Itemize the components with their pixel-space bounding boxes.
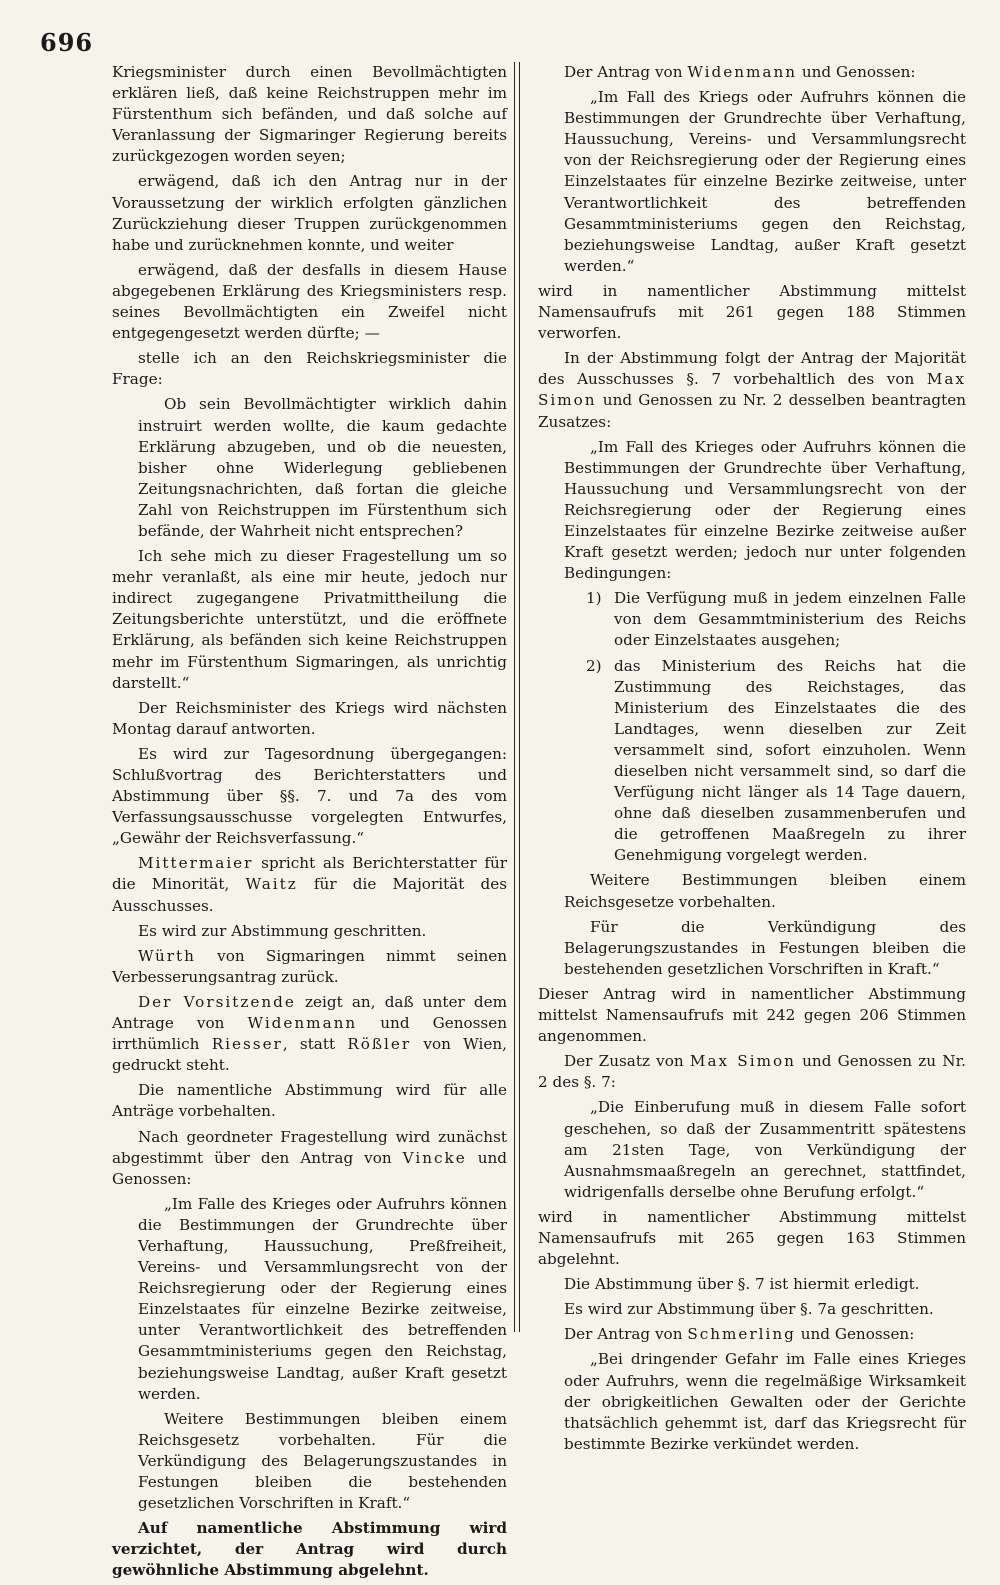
item-number: 1) [586,589,602,608]
paragraph: Es wird zur Tagesordnung übergegangen: Schlußvortrag des Berichterstatters und Abstimmung über §§. 7. und 7a des vom Verfassungsausschusse vorgelegten Entwurfes, „Gewähr der Reichsverfassung.“ [112,744,507,848]
paragraph: Es wird zur Abstimmung über §. 7a geschritten. [564,1300,934,1319]
quoted-motion: „Die Einberufung muß in diesem Falle sofort geschehen, so daß der Zusammentritt spätestens am 21sten Tage, von Verkündigung der Ausnahmsmaaßregeln an gerechnet, stattfindet, widrigenfalls derselbe ohne Berufung erfolgt.“ [564,1098,966,1201]
speaker-name: Widenmann [687,63,798,81]
paragraph: Der Zusatz von Max Simon und Genossen zu Nr. 2 des §. 7: [538,1052,966,1092]
speaker-name: Vincke [402,1148,467,1167]
item-number: 2) [586,656,602,675]
item-text: das Ministerium des Reichs hat die Zustimmung des Reichstages, das Ministerium des Einzelstaates die des Landtages, wenn dieselben zur Zeit versammelt sind, sofort einzuholen. Wenn dieselben nicht versammelt sind, so darf die Verfügung nicht länger als 14 Tage dauern, ohne daß dieselben zusammenberufen und die getroffenen Maaßregeln zu ihrer Genehmigung vorgelegt werden. [614,656,966,865]
speaker-name: Widenmann [247,1014,358,1033]
paragraph: Mittermaier spricht als Berichterstatter für die Minorität, Waitz für die Majorität des Ausschusses. [112,854,508,915]
speaker-name: Der Vorsitzende [138,992,296,1011]
paragraph: Die namentliche Abstimmung wird für alle Anträge vorbehalten. [112,1081,507,1121]
quoted-motion: Weitere Bestimmungen bleiben einem Reichsgesetz vorbehalten. Für die Verkündigung des Belagerungszustandes in Festungen bleiben die bestehenden gesetzlichen Vorschriften in Kraft.“ [138,1409,507,1513]
left-column [112,62,507,1585]
quoted-motion: „Im Fall des Kriegs oder Aufruhrs können die Bestimmungen der Grundrechte über Verhaftung, Haussuchung, Vereins- und Versammlungsrecht von der Reichsregierung oder der Regierung eines Einzelstaates für einzelne Bezirke zeitweise, unter Verantwortlichkeit des betreffenden Gesammtministeriums gegen den Reichstag, beziehungsweise Landtag, außer Kraft gesetzt werden.“ [564,88,966,275]
paragraph: stelle ich an den Reichskriegsminister die Frage: [112,349,507,389]
page-number: 696 [40,28,94,57]
quoted-motion: Weitere Bestimmungen bleiben einem Reichsgesetze vorbehalten. [564,871,966,911]
paragraph: Es wird zur Abstimmung geschritten. [138,921,427,940]
quoted-motion: Für die Verkündigung des Belagerungszustandes in Festungen bleiben die bestehenden gesetzlichen Vorschriften in Kraft.“ [564,917,966,978]
speaker-name: Max Simon [538,370,966,410]
speaker-name: Schmerling [687,1325,796,1344]
speaker-name: Würth [138,946,196,965]
paragraph: Der Antrag von Widenmann und Genossen: [564,63,916,81]
paragraph: Die Abstimmung über §. 7 ist hiermit erledigt. [564,1275,920,1294]
paragraph: Ich sehe mich zu dieser Fragestellung um so mehr veranlaßt, als eine mir heute, jedoch nur indirect zugegangene Privatmittheilung die Zeitungsberichte unterstützt, und die eröffnete Erklärung, als befänden sich keine Reichstruppen mehr im Fürstenthum Sigmaringen, als unrichtig darstellt.“ [112,547,507,692]
paragraph: In der Abstimmung folgt der Antrag der Majorität des Ausschusses §. 7 vorbehaltlich des von Max Simon und Genossen zu Nr. 2 desselben beantragten Zusatzes: [538,349,966,431]
speaker-name: Waitz [245,875,298,894]
speaker-name: Rößler [347,1035,412,1054]
paragraph: erwägend, daß ich den Antrag nur in der Voraussetzung der wirklich erfolgten gänzlichen Zurückziehung dieser Truppen zurückgenommen habe und zurücknehmen konnte, und weiter [112,172,507,254]
quoted-motion: „Im Fall des Krieges oder Aufruhrs können die Bestimmungen der Grundrechte über Verhaftung, Haussuchung und Versammlungsrecht von der Reichsregierung oder der Regierung eines Einzelstaates für einzelne Bezirke zeitweise außer Kraft gesetzt werden; jedoch nur unter folgenden Bedingungen: [564,437,966,583]
paragraph: Nach geordneter Fragestellung wird zunächst abgestimmt über den Antrag von Vincke und Genossen: [112,1127,507,1188]
column-divider [519,62,520,1332]
speaker-name: Max Simon [689,1052,796,1071]
quoted-motion: „Im Falle des Krieges oder Aufruhrs können die Bestimmungen der Grundrechte über Verhaftung, Haussuchung, Preßfreiheit, Vereins- und Versammlungsrecht von der Reichsregierung oder der Regierung eines Einzelstaates für einzelne Bezirke zeitweise, unter Verantwortlichkeit des betreffenden Gesammtministeriums gegen den Reichstag, beziehungsweise Landtag, außer Kraft gesetzt werden. [138,1194,507,1403]
paragraph: Kriegsminister durch einen Bevollmächtigten erklären ließ, daß keine Reichstruppen mehr im Fürstenthum sich befänden, und daß solche auf Veranlassung der Sigmaringer Regierung bereits zurückgezogen worden seyen; [112,63,507,166]
right-column [538,62,966,1459]
condition-item [586,588,966,651]
quoted-question: Ob sein Bevollmächtigter wirklich dahin instruirt werden wollte, die kaum gedachte Erklärung abzugeben, und ob die neuesten, bisher ohne Widerlegung gebliebenen Zeitungsnachrichten, daß fortan die gleiche Zahl von Reichstruppen im Fürstenthum sich befände, der Wahrheit nicht entsprechen? [138,395,507,540]
paragraph: Dieser Antrag wird in namentlicher Abstimmung mittelst Namensaufrufs mit 242 gegen 206 Stimmen angenommen. [538,984,966,1046]
speaker-name: Riesser [211,1035,283,1054]
condition-item [586,656,966,867]
paragraph: wird in namentlicher Abstimmung mittelst Namensaufrufs mit 261 gegen 188 Stimmen verworfen. [538,281,966,343]
speaker-name: Mittermaier [138,854,254,873]
item-text: Die Verfügung muß in jedem einzelnen Falle von dem Gesammtministerium des Reichs oder Einzelstaates ausgehen; [614,589,966,650]
paragraph: erwägend, daß der desfalls in diesem Hause abgegebenen Erklärung des Kriegsministers resp. seines Bevollmächtigten ein Zweifel nicht entgegengesetzt werden dürfte; — [112,260,507,343]
paragraph: Der Antrag von Schmerling und Genossen: [564,1325,915,1344]
quoted-motion: „Bei dringender Gefahr im Falle eines Krieges oder Aufruhrs, wenn die regelmäßige Wirksamkeit der obrigkeitlichen Gewalten oder der Gerichte thatsächlich gehemmt ist, darf das Kriegsrecht für bestimmte Bezirke verkündet werden. [564,1350,966,1453]
paragraph: wird in namentlicher Abstimmung mittelst Namensaufrufs mit 265 gegen 163 Stimmen abgelehnt. [538,1207,966,1269]
paragraph: Würth von Sigmaringen nimmt seinen Verbesserungsantrag zurück. [112,946,507,986]
paragraph: Der Reichsminister des Kriegs wird nächsten Montag darauf antworten. [112,698,507,738]
paragraph: Der Vorsitzende zeigt an, daß unter dem Antrage von Widenmann und Genossen irrthümlich Riesser, statt Rößler von Wien, gedruckt steht. [112,992,508,1075]
paragraph: Auf namentliche Abstimmung wird verzichtet, der Antrag wird durch gewöhnliche Abstimmung abgelehnt. [112,1519,507,1580]
column-divider [514,62,515,1332]
